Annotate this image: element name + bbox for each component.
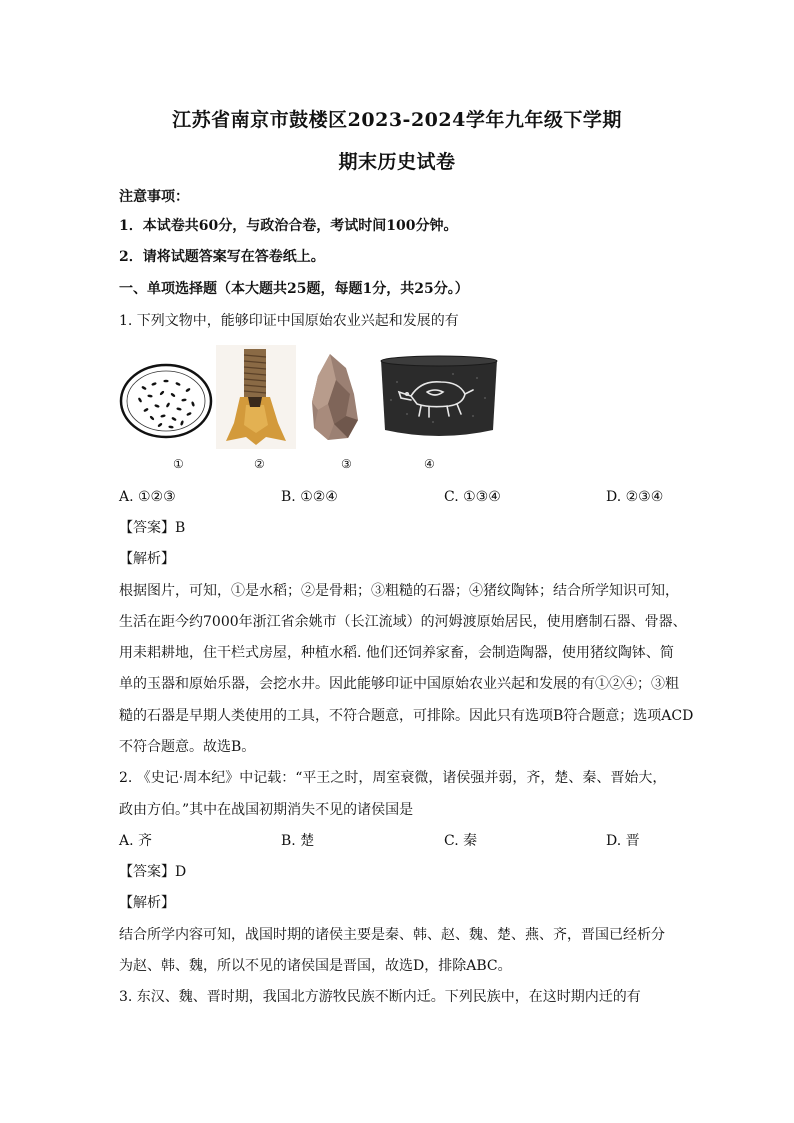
page-title: 江苏省南京市鼓楼区2023-2024学年九年级下学期 [172, 109, 622, 131]
q1-analysis-line: 不符合题意。故选B。 [119, 739, 256, 755]
notes-item-2: 2．请将试题答案写在答卷纸上。 [119, 249, 325, 265]
q2-option-a: A. 齐 [119, 833, 153, 849]
figure-label-2: ② [254, 457, 265, 471]
figure-label-3: ③ [341, 457, 352, 471]
q2-option-d: D. 晋 [606, 833, 640, 849]
figure-label-1: ① [173, 457, 184, 471]
q1-analysis-line: 根据图片，可知，①是水稻；②是骨耜；③粗糙的石器；④猪纹陶钵；结合所学知识可知， [119, 583, 679, 599]
q1-analysis-line: 生活在距今约7000年浙江省余姚市（长江流域）的河姆渡原始居民，使用磨制石器、骨器、 [119, 614, 687, 630]
page-subtitle: 期末历史试卷 [338, 151, 456, 173]
notes-heading: 注意事项： [119, 189, 189, 205]
q1-stem: 1. 下列文物中，能够印证中国原始农业兴起和发展的有 [119, 313, 459, 329]
q1-option-d: D. ②③④ [606, 489, 664, 505]
q1-option-c: C. ①③④ [444, 489, 501, 505]
bone-spade-image [216, 345, 296, 449]
section-heading: 一、单项选择题（本大题共25题，每题1分，共25分。） [119, 281, 469, 297]
q2-answer: 【答案】D [119, 864, 187, 880]
q2-analysis-line: 结合所学内容可知，战国时期的诸侯主要是秦、韩、赵、魏、楚、燕、齐，晋国已经析分 [119, 927, 665, 943]
stone-tool-image [306, 350, 362, 444]
q2-stem-line: 政由方伯。”其中在战国初期消失不见的诸侯国是 [119, 802, 414, 818]
q2-analysis-line: 为赵、韩、魏，所以不见的诸侯国是晋国，故选D，排除ABC。 [119, 958, 512, 974]
q1-analysis-line: 用耒耜耕地，住干栏式房屋，种植水稻. 他们还饲养家畜，会制造陶器，使用猪纹陶钵、简 [119, 645, 674, 661]
q1-analysis-heading: 【解析】 [119, 551, 175, 567]
q1-option-b: B. ①②④ [281, 489, 338, 505]
q1-option-a: A. ①②③ [119, 489, 176, 505]
q2-option-c: C. 秦 [444, 833, 478, 849]
q2-option-b: B. 楚 [281, 833, 315, 849]
notes-item-1: 1．本试卷共60分，与政治合卷，考试时间100分钟。 [119, 218, 458, 234]
rice-grains-image [118, 362, 214, 440]
q2-stem-line: 2. 《史记·周本纪》中记载：“平王之时，周室衰微，诸侯强并弱，齐，楚、秦、晋始大， [119, 770, 667, 786]
figure-label-4: ④ [424, 457, 435, 471]
q1-analysis-line: 单的玉器和原始乐器，会挖水井。因此能够印证中国原始农业兴起和发展的有①②④；③粗 [119, 676, 679, 692]
q3-stem: 3. 东汉、魏、晋时期，我国北方游牧民族不断内迁。下列民族中，在这时期内迁的有 [119, 989, 641, 1005]
q1-analysis-line: 糙的石器是早期人类使用的工具，不符合题意，可排除。因此只有选项B符合题意；选项ACD [119, 708, 694, 724]
q1-answer: 【答案】B [119, 520, 186, 536]
pig-pottery-bowl-image [377, 352, 501, 442]
q2-analysis-heading: 【解析】 [119, 895, 175, 911]
